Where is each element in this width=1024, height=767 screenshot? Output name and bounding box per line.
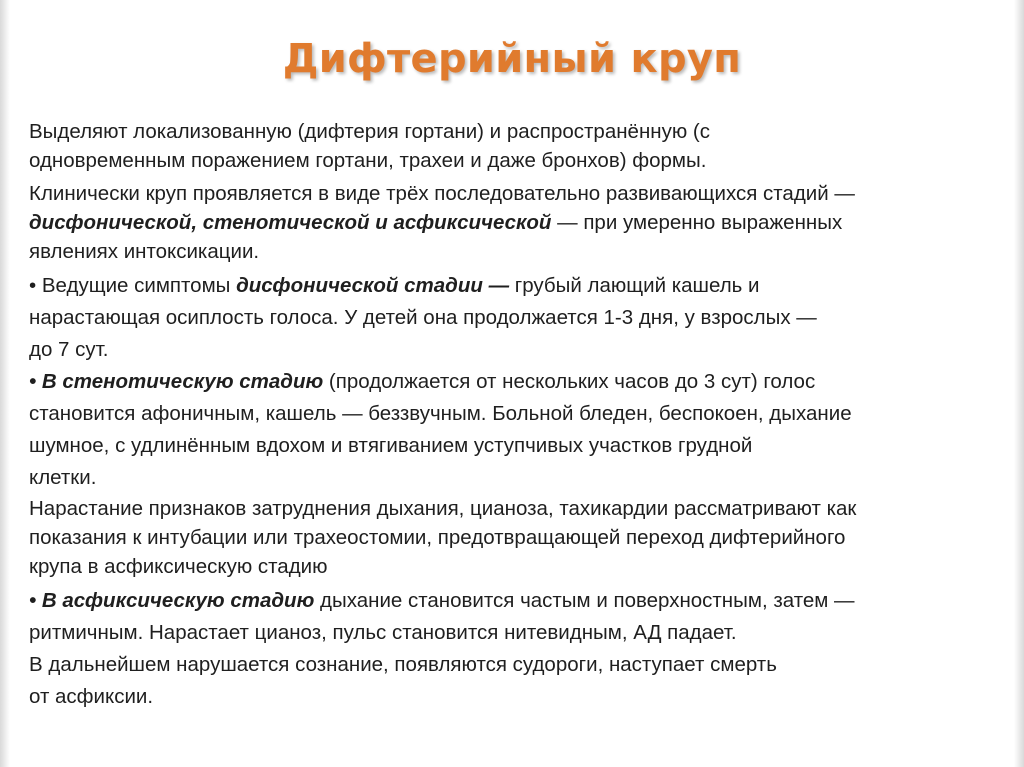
text-fragment: (продолжается от нескольких часов до 3 сут) голос bbox=[323, 370, 816, 393]
text-line: крупа в асфиксическую стадию bbox=[29, 555, 328, 578]
text-fragment: дыхание становится частым и поверхностным, затем — bbox=[314, 589, 855, 612]
text-fragment: грубый лающий кашель и bbox=[509, 274, 760, 297]
text-line: показания к интубации или трахеостомии, предотвращающей переход дифтерийного bbox=[29, 526, 846, 549]
text-line: одновременным поражением гортани, трахеи и даже бронхов) формы. bbox=[29, 149, 707, 172]
text-line: клетки. bbox=[29, 466, 97, 489]
slide-title: Дифтерийный круп bbox=[282, 36, 742, 82]
text-line: до 7 сут. bbox=[29, 338, 109, 361]
text-line bbox=[29, 208, 999, 237]
text-line: становится афоничным, кашель — беззвучным. Больной бледен, беспокоен, дыхание bbox=[29, 402, 852, 425]
text-line: шумное, с удлинённым вдохом и втягиванием уступчивых участков грудной bbox=[29, 434, 753, 457]
emphasis-text: дисфонической стадии — bbox=[236, 274, 510, 297]
right-edge-shadow bbox=[1014, 0, 1024, 767]
text-line: нарастающая осиплость голоса. У детей она продолжается 1-3 дня, у взрослых — bbox=[29, 306, 817, 329]
text-line bbox=[29, 585, 999, 617]
text-line: ритмичным. Нарастает цианоз, пульс становится нитевидным, АД падает. bbox=[29, 621, 737, 644]
text-fragment: — при умеренно выраженных bbox=[551, 211, 843, 234]
emphasis-text: • В стенотическую стадию bbox=[29, 370, 324, 393]
emphasis-text: • В асфиксическую стадию bbox=[29, 589, 315, 612]
text-fragment: • Ведущие симптомы bbox=[29, 274, 237, 297]
text-line: Выделяют локализованную (дифтерия гортани) и распространённую (с bbox=[29, 120, 710, 143]
text-line: В дальнейшем нарушается сознание, появляются судороги, наступает смерть bbox=[29, 653, 777, 676]
text-line: от асфиксии. bbox=[29, 685, 154, 708]
text-line: явлениях интоксикации. bbox=[29, 240, 260, 263]
emphasis-text: дисфонической, стенотической и асфиксической bbox=[29, 211, 552, 234]
left-edge-shadow bbox=[0, 0, 10, 767]
text-line: Нарастание признаков затруднения дыхания, цианоза, тахикардии рассматривают как bbox=[29, 497, 857, 520]
slide-body bbox=[29, 117, 999, 713]
text-line bbox=[29, 366, 999, 398]
text-line: Клинически круп проявляется в виде трёх последовательно развивающихся стадий — bbox=[29, 182, 855, 205]
text-line bbox=[29, 270, 999, 302]
